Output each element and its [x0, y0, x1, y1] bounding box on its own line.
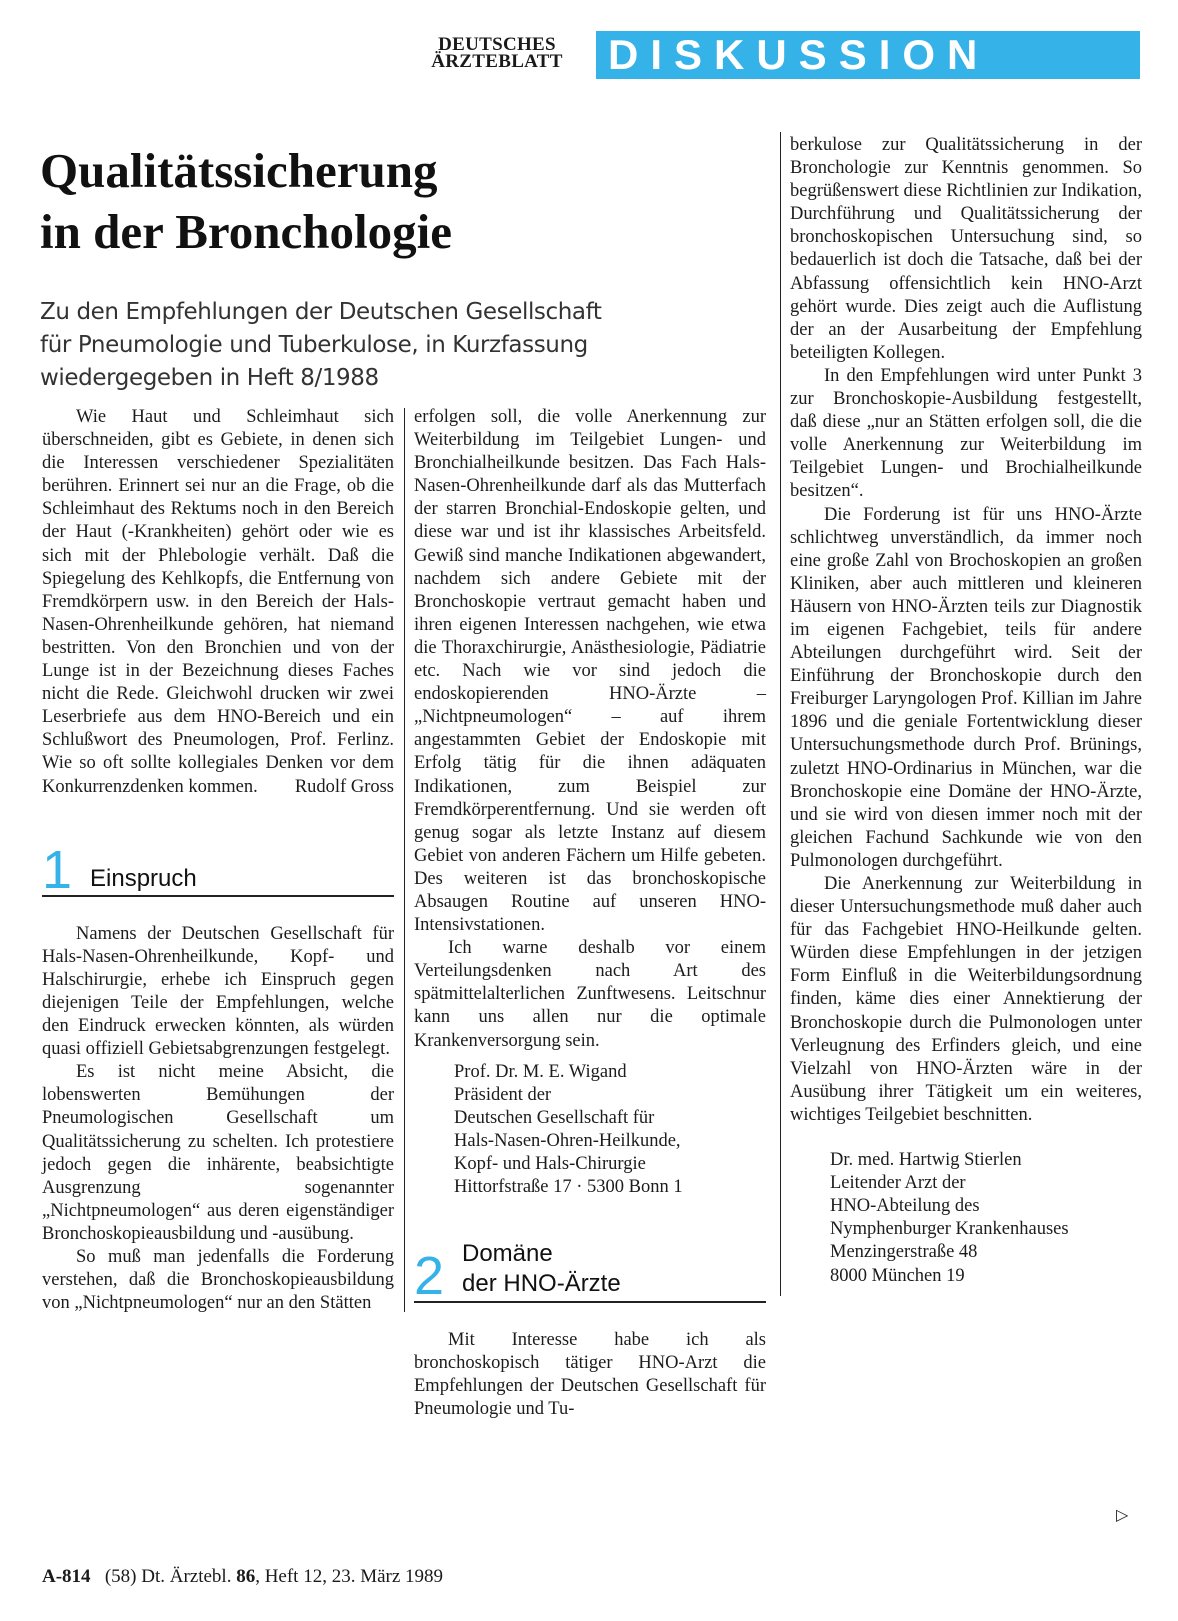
signature-line: Hals-Nasen-Ohren-Heilkunde, — [454, 1130, 681, 1151]
signature-line: Leitender Arzt der — [830, 1173, 966, 1194]
column-3 — [790, 134, 1142, 1288]
journal-citation: (58) Dt. Ärztebl. — [104, 1566, 232, 1587]
letter-1-title: Einspruch — [90, 864, 197, 892]
letter-2-signature — [790, 1149, 1142, 1288]
signature-line: Dr. med. Hartwig Stierlen — [830, 1150, 1022, 1171]
page-number: A-814 — [42, 1566, 91, 1587]
letter-1-paragraph-3a: So muß man jedenfalls die Forderung verstehen, daß die Bronchoskopieausbildung von „Nichtpneumologen“ nur an den Stätten — [42, 1247, 394, 1314]
letter-1-paragraph-3b: erfolgen soll, die volle Anerkennung zur Weiterbildung im Teilgebiet Lungen- und Bronchialheilkunde besitzen. Das Fach Hals-Nasen-Ohrenheilkunde darf als das Mutterfach der starren Bronchial-Endoskopie gelten, und diese war und ist ihr klassisches Arbeitsfeld. Gewiß sind manche Indikationen abgewandert, nachdem sich andere Gebiete mit der Bronchoskopie vertraut gemacht haben und ihren eigenen Interessen nachgehen, wie etwa die Thoraxchirurgie, Anästhesiologie, Pädiatrie etc. Nach wie vor sind jedoch die endoskopierenden HNO-Ärzte – „Nichtpneumologen“ – auf ihrem angestammten Gebiet der Endoskopie mit Erfolg tätig für die ihnen adäquaten Indikationen, zum Beispiel zur Fremdkörperentfernung. Und sie werden oft genug sogar als letzte Instanz auf diesem Gebiet von anderen Fächern um Hilfe gebeten. Des weiteren ist das bronchoskopische Absaugen Routine auf unseren HNO-Intensivstationen. — [414, 407, 766, 936]
signature-line: 8000 München 19 — [830, 1265, 965, 1286]
subtitle-line-1: Zu den Empfehlungen der Deutschen Gesellschaft — [40, 299, 602, 325]
letter-2-title-line-2: der HNO-Ärzte — [462, 1270, 621, 1298]
journal-volume: 86 — [236, 1566, 256, 1587]
signature-line: Menzingerstraße 48 — [830, 1242, 978, 1263]
signature-line: Hittorfstraße 17 · 5300 Bonn 1 — [454, 1177, 683, 1198]
letter-2-number: 2 — [414, 1246, 445, 1307]
continued-arrow-icon: ▷ — [1116, 1507, 1129, 1524]
column-rule-left — [404, 408, 405, 1312]
signature-line: Nymphenburger Krankenhauses — [830, 1219, 1069, 1240]
signature-line: Deutschen Gesellschaft für — [454, 1107, 655, 1128]
letter-2-title — [462, 1239, 621, 1299]
article-title — [40, 140, 740, 262]
letter-2-paragraph-3: Die Forderung ist für uns HNO-Ärzte schlichtweg unverständlich, da immer noch eine große Zahl von Brochoskopien an großen Kliniken, aber auch mittleren und kleineren Häusern von HNO-Ärzten teils zur Diagnostik im eigenen Fachgebiet, teils für andere Abteilungen durchgeführt wird. Seit der Einführung der Bronchoskopie durch den Freiburger Laryngologen Prof. Killian im Jahre 1896 und die geniale Fortentwicklung dieser Untersuchungsmethode durch Prof. Brünings, zuletzt HNO-Ordinarius in München, war die Bronchoskopie eine Domäne der HNO-Ärzte, und sie wird von diesen immer noch mit der gleichen Fachund Sachkunde wie von den Pulmonologen durchgeführt. — [790, 504, 1142, 871]
letter-2-paragraph-1b: berkulose zur Qualitätssicherung in der Bronchologie zur Kenntnis genommen. So begrüßenswert diese Richtlinien zur Indikation, Durchführung und Qualitätssicherung der bronchoskopischen Untersuchung sind, so bedauerlich ist doch die Tatsache, daß bei der Abfassung offensichtlich kein HNO-Arzt gehört wurde. Dies zeigt auch die Auflistung der an der Ausarbeitung der Empfehlung beteiligten Kollegen. — [790, 135, 1142, 363]
letter-2-title-line-1: Domäne — [462, 1240, 553, 1268]
issue-date: , Heft 12, 23. März 1989 — [255, 1566, 444, 1587]
letter-1-paragraph-4: Ich warne deshalb vor einem Verteilungsdenken nach Art des spätmittelalterlichen Zunftwesens. Leitschnur kann uns allen nur die optimale Krankenversorgung sein. — [414, 938, 766, 1051]
intro-author: Rudolf Gross — [294, 776, 394, 797]
letter-1-paragraph-2: Es ist nicht meine Absicht, die lobenswerten Bemühungen der Pneumologischen Gesellschaft um Qualitätssicherung zu schelten. Ich protestiere jedoch gegen die inhärente, beabsichtigte Ausgrenzung sogenannter „Nichtpneumologen“ aus deren eigenständiger Bronchoskopieausbildung und -ausübung. — [42, 1062, 394, 1244]
signature-line: Prof. Dr. M. E. Wigand — [454, 1061, 627, 1082]
column-2 — [414, 406, 766, 1422]
letter-2-paragraph-2: In den Empfehlungen wird unter Punkt 3 zur Bronchoskopie-Ausbildung festgestellt, daß diese „nur an Stätten erfolgen soll, die die volle Anerkennung zur Weiterbildung im Teilgebiet Lungen- und Brochialheilkunde besitzen“. — [790, 365, 1142, 502]
intro-paragraph: Wie Haut und Schleimhaut sich überschneiden, gibt es Gebiete, in denen sich die Interessen verschiedener Spezialitäten berühren. Erinnert sei nur an die Frage, ob die Schleimhaut des Rektums noch in den Bereich der Haut (-Krankheiten) gehört oder wie es sich mit der Phlebologie verhält. Daß die Spiegelung des Kehlkopfs, die Entfernung von Fremdkörpern usw. in den Bereich der Hals-Nasen-Ohrenheilkunde gehören, hat niemand bestritten. Von den Bronchien und von der Lunge ist in der Bezeichnung dieses Faches nicht die Rede. Gleichwohl drucken wir zwei Leserbriefe aus dem HNO-Bereich und ein Schlußwort des Pneumologen, Prof. Ferlinz. Wie so oft sollte kollegiales Denken vor dem Konkurrenzdenken kommen. — [42, 407, 394, 797]
letter-2-paragraph-4: Die Anerkennung zur Weiterbildung in dieser Untersuchungsmethode muß daher auch für das Fachgebiet HNO-Heilkunde gelten. Würden diese Empfehlungen in der jetzigen Form Einfluß in die Weiterbildungsordnung finden, käme dies einer Annektierung der Bronchoskopie durch die Pulmonologen unter Verleugnung des Erfinders gleich, und eine Vielzahl von HNO-Ärzten wäre in der Ausübung ihrer Tätigkeit um ein weiteres, wichtiges Teilgebiet beschnitten. — [790, 874, 1142, 1125]
subtitle-line-2: für Pneumologie und Tuberkulose, in Kurzfassung — [40, 332, 588, 358]
journal-masthead — [414, 36, 580, 70]
subtitle-line-3: wiedergegeben in Heft 8/1988 — [40, 365, 379, 391]
page-footer — [42, 1566, 443, 1588]
section-banner: DISKUSSION — [596, 31, 1140, 79]
signature-line: HNO-Abteilung des — [830, 1196, 980, 1217]
letter-1-signature — [414, 1061, 766, 1200]
signature-line: Präsident der — [454, 1084, 552, 1105]
title-line-2: in der Bronchologie — [40, 204, 453, 259]
letter-1-number: 1 — [42, 839, 73, 900]
title-line-1: Qualitätssicherung — [40, 143, 438, 198]
letter-1-heading — [42, 835, 394, 900]
letter-1-paragraph-1: Namens der Deutschen Gesellschaft für Hals-Nasen-Ohrenheilkunde, Kopf- und Halschirurgie, erhebe ich Einspruch gegen diejenigen Teile der Empfehlungen, welche den Eindruck erwecken könnten, als würden quasi offiziell Gebietsabgrenzungen festgelegt. — [42, 923, 394, 1060]
article-subtitle — [40, 296, 740, 395]
letter-2-heading — [414, 1229, 766, 1307]
masthead-line-2: ÄRZTEBLATT — [431, 51, 563, 72]
signature-line: Kopf- und Hals-Chirurgie — [454, 1154, 646, 1174]
column-1 — [42, 406, 394, 1315]
column-rule-right — [780, 132, 781, 1296]
letter-2-paragraph-1a: Mit Interesse habe ich als bronchoskopisch tätiger HNO-Arzt die Empfehlungen der Deutschen Gesellschaft für Pneumologie und Tu- — [414, 1330, 766, 1420]
masthead-line-1: DEUTSCHES — [438, 34, 556, 55]
